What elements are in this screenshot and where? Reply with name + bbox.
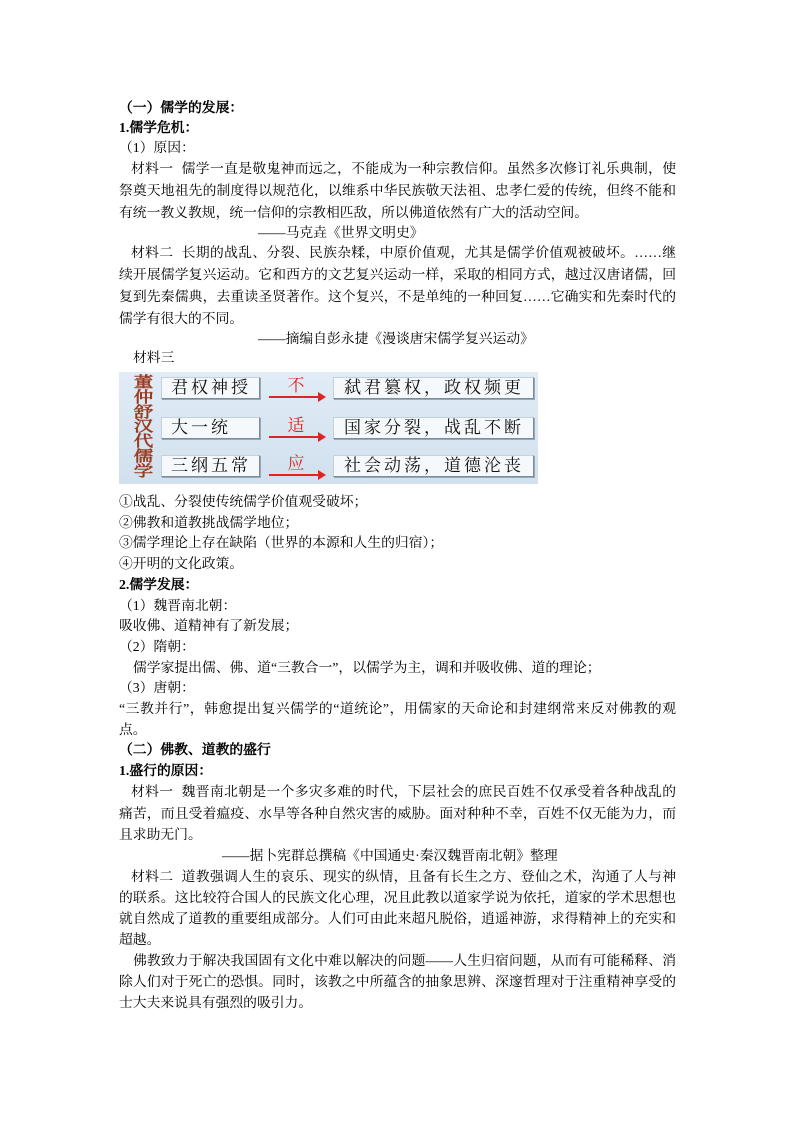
crisis-title: 1.儒学危机： — [119, 120, 199, 135]
diagram-doctrine-box: 大一统 — [161, 417, 260, 439]
period-title: （3）唐朝： — [119, 680, 195, 696]
diagram-row — [119, 377, 538, 399]
section-1-title: （一）儒学的发展： — [119, 100, 244, 115]
diagram-doctrine-box: 君权神授 — [161, 377, 260, 399]
material-source: ——据卜宪群总撰稿《中国通史·秦汉魏晋南北朝》整理 — [222, 847, 558, 863]
right-arrow-icon — [269, 396, 319, 398]
diagram-connector-char: 应 — [287, 454, 305, 473]
period-text: “三教并行”，韩愈提出复兴儒学的“道统论”，用儒家的天命论和封建纲常来反对佛教的观点。 — [119, 701, 676, 737]
diagram-row — [119, 417, 538, 439]
material-label: 材料一 — [131, 161, 174, 176]
diagram-connector — [267, 455, 325, 477]
section-confucian-crisis — [119, 98, 676, 484]
material-label: 材料二 — [131, 868, 174, 884]
right-arrow-icon — [269, 436, 319, 438]
diagram-connector-char: 适 — [287, 416, 305, 435]
material3-label: 材料三 — [133, 350, 175, 365]
material-continuation: 佛教致力于解决我国固有文化中难以解决的问题——人生归宿问题，从而有可能稀释、消除人们对于死亡的恐惧。同时，该教之中所蕴含的抽象思辨、深邃哲理对于注重精神享受的士大夫来说具有强烈的吸引力。 — [119, 953, 676, 1011]
material-paragraph — [119, 866, 676, 950]
diagram-reality-box: 弑君篡权，政权频更 — [333, 377, 534, 399]
material3-diagram — [119, 372, 538, 484]
right-arrow-icon — [269, 474, 319, 476]
period-title: （1）魏晋南北朝： — [119, 597, 237, 613]
period-text: 吸收佛、道精神有了新发展； — [119, 618, 299, 634]
section-buddhism-taoism — [119, 740, 676, 1013]
reason-item: ①战乱、分裂使传统儒学价值观受破坏； — [119, 494, 368, 509]
period-title: （2）隋朝： — [119, 638, 195, 654]
diagram-connector — [267, 417, 325, 439]
reason-item: ③儒学理论上存在缺陷（世界的本源和人生的归宿）； — [119, 535, 444, 551]
diagram-connector — [267, 377, 325, 399]
material-text: 道教强调人生的哀乐、现实的纵情，且备有长生之方、登仙之术，沟通了人与神的联系。这比较符合国人的民族文化心理，况且此教以道家学说为依托，道家的学术思想也就自然成了道教的重要组成部分。人们可由此来超凡脱俗，逍遥神游，求得精神上的充实和超越。 — [119, 868, 677, 948]
reason-item: ②佛教和道教挑战儒学地位； — [119, 514, 299, 530]
material-source: ——马克垚《世界文明史》 — [258, 225, 424, 240]
popularity-reasons-title: 1.盛行的原因： — [119, 762, 213, 778]
material-label: 材料二 — [131, 245, 174, 260]
material-paragraph — [119, 242, 676, 330]
reason-item: ④开明的文化政策。 — [119, 556, 244, 572]
material-text: 儒学一直是敬鬼神而远之，不能成为一种宗教信仰。虽然多次修订礼乐典制，使祭奠天地祖先的制度得以规范化，以维系中华民族敬天法祖、忠孝仁爱的传统，但终不能和有统一教义教规，统一信仰的宗教相匹敌，所以佛道依然有广大的活动空间。 — [119, 161, 677, 220]
cause-title: （1）原因： — [119, 140, 195, 155]
diagram-reality-box: 社会动荡，道德沦丧 — [333, 455, 534, 477]
diagram-doctrine-box: 三纲五常 — [161, 455, 260, 477]
diagram-row — [119, 455, 538, 477]
diagram-reality-box: 国家分裂，战乱不断 — [333, 417, 534, 439]
diagram-subject: 董仲舒汉代儒学 — [133, 375, 154, 480]
material-label: 材料一 — [131, 784, 174, 800]
material-paragraph — [119, 158, 676, 224]
material-source: ——摘编自彭永捷《漫谈唐宋儒学复兴运动》 — [258, 331, 534, 346]
development-title: 2.儒学发展： — [119, 576, 199, 592]
diagram-connector-char: 不 — [287, 376, 305, 395]
material-paragraph — [119, 781, 676, 844]
period-text: 儒学家提出儒、佛、道“三教合一”，以儒学为主，调和并吸收佛、道的理论； — [133, 659, 601, 675]
section-2-title: （二）佛教、道教的盛行 — [119, 742, 271, 757]
section-confucian-development — [119, 492, 676, 740]
material-text: 长期的战乱、分裂、民族杂糅，中原价值观，尤其是儒学价值观被破坏。……继续开展儒学复兴运动。它和西方的文艺复兴运动一样，采取的相同方式，越过汉唐诸儒，回复到先秦儒典，去重读圣贤著作。这个复兴，不是单纯的一种回复……它确实和先秦时代的儒学有很大的不同。 — [119, 245, 677, 326]
material-text: 魏晋南北朝是一个多灾多难的时代，下层社会的庶民百姓不仅承受着各种战乱的痛苦，而且受着瘟疫、水旱等各种自然灾害的威胁。面对种种不幸，百姓不仅无能为力，而且求助无门。 — [119, 784, 677, 842]
